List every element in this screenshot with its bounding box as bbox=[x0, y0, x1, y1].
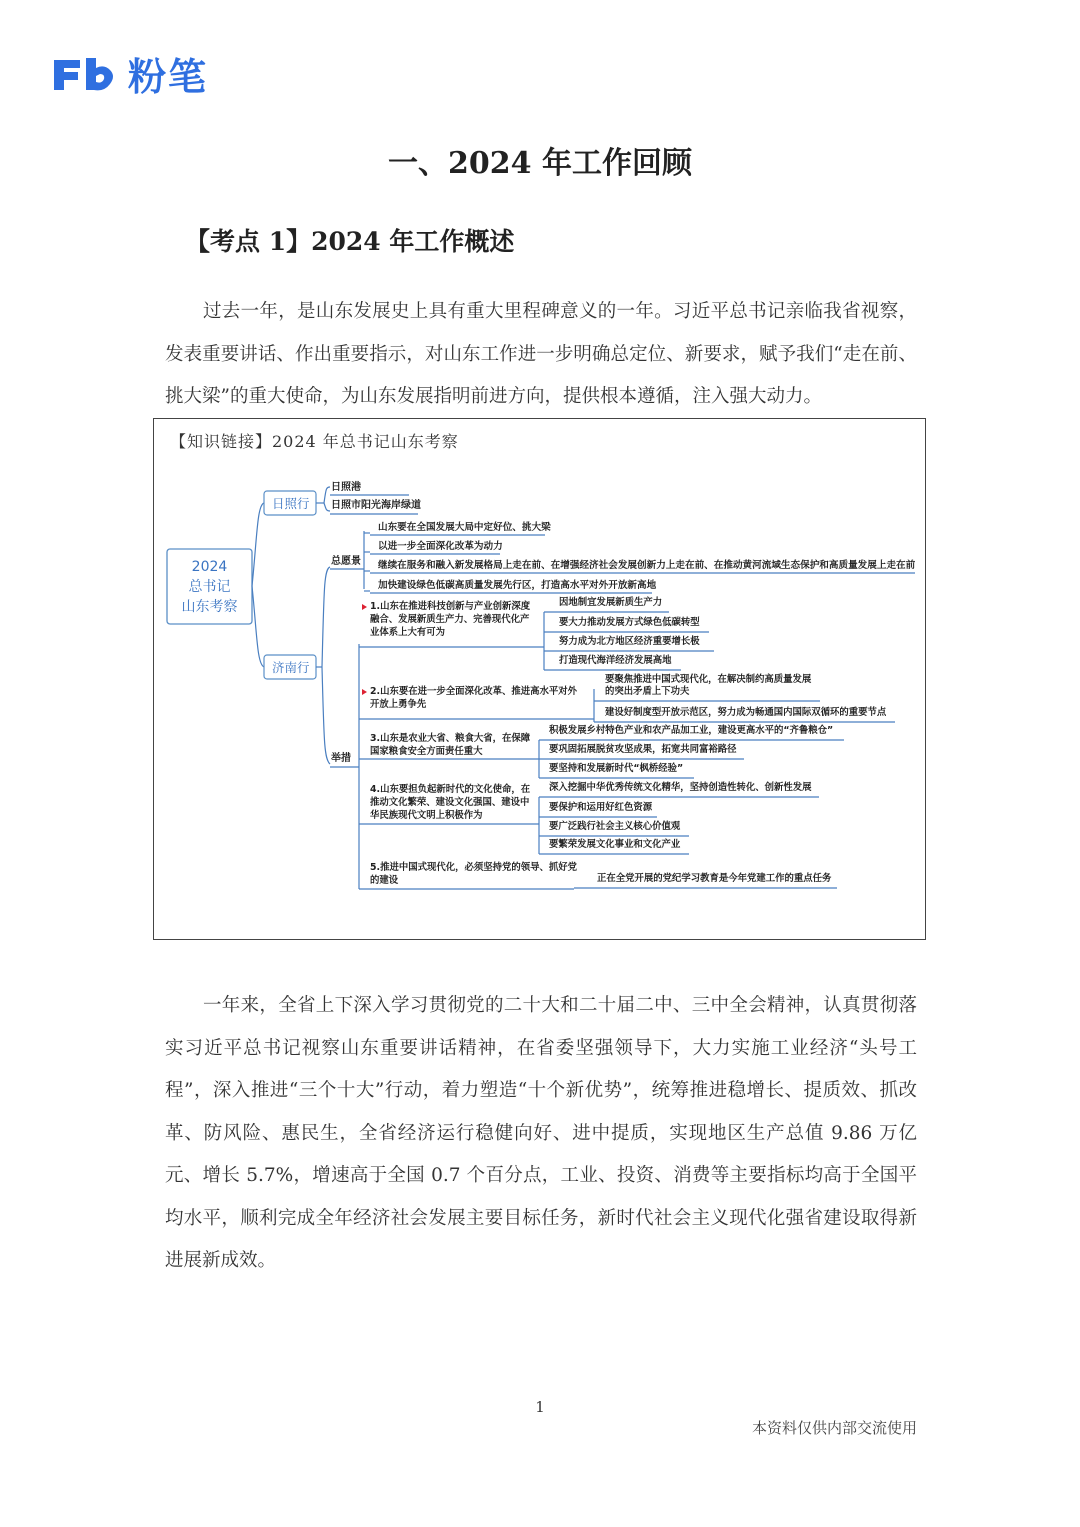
zongyuanjing-item: 加快建设绿色低碳高质量发展先行区，打造高水平对外开放新高地 bbox=[378, 580, 657, 591]
page-title: 一、2024 年工作回顾 bbox=[388, 146, 692, 181]
rizhao-item: 日照市阳光海岸绿道 bbox=[331, 500, 421, 511]
node-jucuo: 举措 bbox=[331, 753, 351, 764]
jucuo-group-text: 推动文化繁荣、建设文化强国、建设中 bbox=[370, 797, 530, 808]
jucuo-group-text: 3.山东是农业大省、粮食大省，在保障 bbox=[370, 733, 531, 744]
zongyuanjing-item: 山东要在全国发展大局中定好位、挑大梁 bbox=[378, 522, 551, 533]
jucuo-item-text: 深入挖掘中华优秀传统文化精华，坚持创造性转化、创新性发展 bbox=[549, 782, 812, 793]
jucuo-item-text: 的突出矛盾上下功夫 bbox=[605, 686, 690, 697]
jucuo-group-text: 2.山东要在进一步全面深化改革、推进高水平对外 bbox=[370, 686, 577, 697]
jucuo-group-text: 5.推进中国式现代化，必须坚持党的领导、抓好党 bbox=[370, 862, 577, 873]
jucuo-group-text: 4.山东要担负起新时代的文化使命，在 bbox=[370, 784, 531, 795]
jucuo-item-text: 努力成为北方地区经济重要增长极 bbox=[559, 636, 700, 647]
section-heading: 【考点 1】2024 年工作概述 bbox=[185, 227, 515, 256]
jucuo-group-text: 的建设 bbox=[370, 875, 399, 886]
branch-jinan bbox=[252, 586, 264, 667]
jucuo-item-text: 正在全党开展的党纪学习教育是今年党建工作的重点任务 bbox=[597, 873, 832, 884]
jucuo-item-text: 积极发展乡村特色产业和农产品加工业，建设更高水平的“齐鲁粮仓” bbox=[549, 725, 834, 736]
knowledge-link-title: 【知识链接】2024 年总书记山东考察 bbox=[170, 432, 459, 451]
node-jinan: 济南行 bbox=[272, 660, 310, 675]
connector-curve bbox=[322, 567, 330, 667]
jucuo-item-text: 要巩固拓展脱贫攻坚成果，拓宽共同富裕路径 bbox=[549, 744, 737, 755]
paragraph-intro: 过去一年，是山东发展史上具有重大里程碑意义的一年。习近平总书记亲临我省视察，发表重要讲话、作出重要指示，对山东工作进一步明确总定位、新要求，赋予我们“走在前、挑大梁”的重大使命，为山东发展指明前进方向，提供根本遵循，注入强大动力。 bbox=[165, 301, 917, 407]
zongyuanjing-item: 以进一步全面深化改革为动力 bbox=[378, 541, 503, 552]
jucuo-item-text: 建设好制度型开放示范区，努力成为畅通国内国际双循环的重要节点 bbox=[605, 707, 887, 718]
jucuo-group-text: 融合、发展新质生产力、完善现代化产 bbox=[370, 614, 530, 625]
mindmap bbox=[154, 419, 925, 939]
footer-note: 本资料仅供内部交流使用 bbox=[751, 1419, 917, 1437]
jucuo-item-text: 要聚焦推进中国式现代化，在解决制约高质量发展 bbox=[605, 674, 812, 685]
jucuo-item-text: 要保护和运用好红色资源 bbox=[549, 802, 653, 813]
jucuo-group-text: 业体系上大有可为 bbox=[370, 627, 446, 638]
node-rizhao: 日照行 bbox=[272, 496, 310, 511]
rizhao-item: 日照港 bbox=[331, 482, 361, 493]
fenbi-logo-icon bbox=[50, 54, 120, 94]
mindmap-root-text: 总书记 bbox=[188, 579, 231, 595]
paragraph-review: 一年来，全省上下深入学习贯彻党的二十大和二十届二中、三中全会精神，认真贯彻落实习近平总书记视察山东重要讲话精神，在省委坚强领导下，大力实施工业经济“头号工程”，深入推进“三个十大”行动，着力塑造“十个新优势”，统筹推进稳增长、提质效、抓改革、防风险、惠民生，全省经济运行稳健向好、进中提质，实现地区生产总值 9.86 万亿元、增长 5.7%，增速高于全国 0.7 个百分点，工业、投资、消费等主要指标均高于全国平均水平，顺利完成全年经济社会发展主要目标任务，新时代社会主义现代化强省建设取得新进展新成效。 bbox=[165, 995, 917, 1271]
jucuo-group-text: 华民族现代文明上积极作为 bbox=[370, 810, 483, 821]
zongyuanjing-item: 继续在服务和融入新发展格局上走在前、在增强经济社会发展创新力上走在前、在推动黄河流域生态保护和高质量发展上走在前 bbox=[378, 560, 916, 571]
mindmap-root-text: 山东考察 bbox=[181, 599, 238, 615]
jucuo-group-text: 开放上勇争先 bbox=[370, 699, 427, 710]
knowledge-link-box bbox=[153, 418, 926, 940]
logo-text: 粉笔 bbox=[128, 55, 209, 99]
connector-curve bbox=[322, 667, 330, 764]
jucuo-item-text: 打造现代海洋经济发展高地 bbox=[559, 655, 672, 666]
jucuo-item-text: 要繁荣发展文化事业和文化产业 bbox=[549, 839, 681, 850]
node-zongyuanjing: 总愿景 bbox=[331, 556, 361, 567]
mindmap-root-text: 2024 bbox=[191, 559, 228, 575]
jucuo-item-text: 因地制宜发展新质生产力 bbox=[559, 597, 663, 608]
page-number: 1 bbox=[535, 1398, 545, 1416]
flag-icon bbox=[362, 689, 367, 695]
jucuo-group-text: 1.山东在推进科技创新与产业创新深度 bbox=[370, 601, 531, 612]
jucuo-group-text: 国家粮食安全方面责任重大 bbox=[370, 746, 483, 757]
connector-curve bbox=[324, 503, 330, 511]
logo bbox=[50, 46, 208, 101]
jucuo-item-text: 要大力推动发展方式绿色低碳转型 bbox=[559, 617, 700, 628]
connector-curve bbox=[324, 487, 330, 503]
branch-rizhao bbox=[252, 503, 264, 586]
jucuo-item-text: 要广泛践行社会主义核心价值观 bbox=[549, 821, 681, 832]
flag-icon bbox=[362, 604, 367, 610]
jucuo-item-text: 要坚持和发展新时代“枫桥经验” bbox=[549, 763, 684, 774]
